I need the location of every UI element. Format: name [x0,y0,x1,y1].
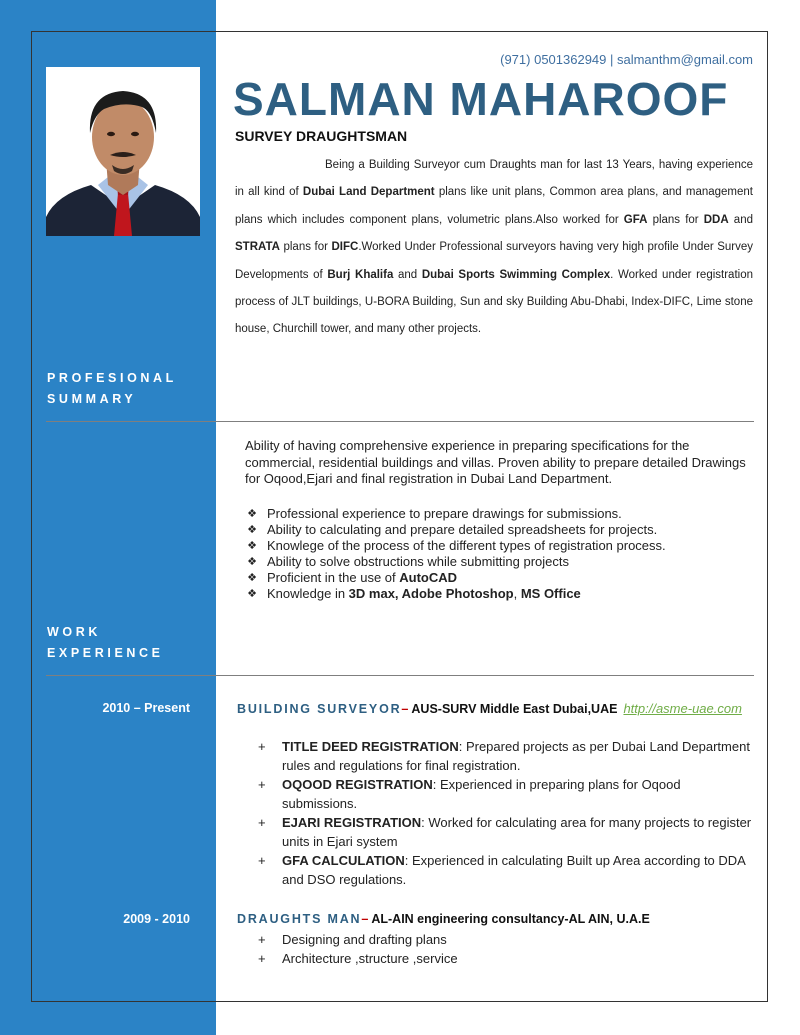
bio-segment: GFA [623,213,648,226]
job-duties-list [258,737,758,889]
summary-bullet-text: Proficient in the use of [267,570,400,585]
profile-photo-image [46,67,200,236]
bio-segment: .Worked Under Professional surveyors having very high profile Under Survey Developments of [235,241,754,281]
divider [46,675,754,676]
plus-bullet-icon: + [258,815,266,830]
job-position: DRAUGHTS MAN [237,912,362,926]
job-duty-text: : Experienced in preparing plans for Oqood submissions. [282,777,681,811]
section-label-professional-summary [47,368,177,410]
job-duty-item [258,813,758,851]
bio-text [235,159,753,335]
section-label-line: EXPERIENCE [47,646,164,660]
job-duty-text: : Worked for calculating area for many projects to register units in Ejari system [282,815,752,849]
summary-bullet-item [245,570,666,586]
plus-bullet-icon: + [258,853,266,868]
summary-bullet-text: Knowledge in [267,586,349,601]
bio-segment: plans for [279,241,332,254]
contact-info: (971) 0501362949 | salmanthm@gmail.com [500,52,753,67]
job-duty-text: : Experienced in calculating Built up Area according to DDA and DSO regulations. [282,853,746,887]
bio-segment: Burj Khalifa [327,268,394,281]
bio-segment: and [393,268,422,281]
job-dash: – [361,912,369,926]
plus-bullet-icon: + [258,951,266,966]
summary-bullet-item [245,586,666,602]
summary-paragraph: Ability of having comprehensive experience in preparing specifications for the commercial, residential buildings and villas. Proven ability to prepare detailed Drawings for Oqood,Ejari and final registration in Dubai Land Department. [245,438,746,486]
job-duty-item [258,775,758,813]
job-title [237,701,742,716]
plus-bullet-icon: + [258,932,266,947]
bio-segment: DIFC [331,241,359,254]
bio-segment: Dubai Land Department [302,186,435,199]
job-duty-text: EJARI REGISTRATION [282,815,422,830]
job-duty-item [258,851,758,889]
divider [46,421,754,422]
section-label-line: WORK [47,625,101,639]
bio-paragraph [235,152,753,344]
job-duty-text: Designing and drafting plans [282,932,447,947]
diamond-bullet-icon: ❖ [247,572,257,584]
job-duty-item [258,949,758,968]
bio-segment: plans like unit plans, Common area plans, and management plans which includes component plans, volumetric plans.Also worked for [235,186,753,226]
job-duties-list [258,930,758,968]
section-label-line: SUMMARY [47,392,137,406]
diamond-bullet-icon: ❖ [247,508,257,520]
job-dash: – [401,702,409,716]
summary-bullet-text: Ability to solve obstructions while submitting projects [267,554,570,569]
job-date: 2010 – Present [102,701,190,715]
job-date: 2009 - 2010 [123,912,190,926]
summary-bullet-text: MS Office [520,586,581,601]
job-duty-text: OQOOD REGISTRATION [282,777,433,792]
job-position: BUILDING SURVEYOR [237,702,402,716]
profile-photo [46,67,200,236]
job-duty-item [258,930,758,949]
plus-bullet-icon: + [258,739,266,754]
job-company: AL-AIN engineering consultancy-AL AIN, U.A.E [368,912,650,926]
job-title [237,912,650,926]
summary-bullet-list [245,506,666,602]
job-duty-text: GFA CALCULATION [282,853,405,868]
job-duty-text: : Prepared projects as per Dubai Land Department rules and regulations for final registration. [282,739,750,773]
bio-segment: plans for [647,213,704,226]
job-role: SURVEY DRAUGHTSMAN [235,128,408,144]
job-duty-item [258,737,758,775]
diamond-bullet-icon: ❖ [247,556,257,568]
company-link[interactable]: http://asme-uae.com [623,701,742,716]
bio-segment: and [728,213,753,226]
bio-segment: Being a Building Surveyor cum Draughts man for last 13 Years, having experience in all kind of [235,159,753,199]
diamond-bullet-icon: ❖ [247,524,257,536]
summary-bullet-item [245,538,666,554]
job-duty-text: TITLE DEED REGISTRATION [282,739,459,754]
summary-bullet-item [245,506,666,522]
summary-bullet-text: Professional experience to prepare drawings for submissions. [267,506,622,521]
summary-bullet-text: AutoCAD [399,570,458,585]
diamond-bullet-icon: ❖ [247,540,257,552]
summary-bullet-text: Knowlege of the process of the different types of registration process. [267,538,666,553]
summary-bullet-text: 3D max, Adobe Photoshop [348,586,514,601]
bio-segment: . Worked under registration process of JLT buildings, U-BORA Building, Sun and sky Building Abu-Dhabi, Index-DIFC, Lime stone house, Churchill tower, and many other projects. [235,268,753,336]
section-label-work-experience [47,622,164,664]
job-duty-text: Architecture ,structure ,service [282,951,458,966]
summary-bullet-item [245,554,666,570]
bio-segment: Dubai Sports Swimming Complex [421,268,611,281]
summary-bullet-text: Ability to calculating and prepare detailed spreadsheets for projects. [267,522,658,537]
bio-segment: DDA [703,213,729,226]
plus-bullet-icon: + [258,777,266,792]
summary-bullet-item [245,522,666,538]
section-label-line: PROFESIONAL [47,371,177,385]
bio-segment: STRATA [235,241,280,254]
job-company: AUS-SURV Middle East Dubai,UAE [408,702,618,716]
full-name: SALMAN MAHAROOF [233,73,729,125]
summary-bullet-text: , [513,586,521,601]
diamond-bullet-icon: ❖ [247,588,257,600]
